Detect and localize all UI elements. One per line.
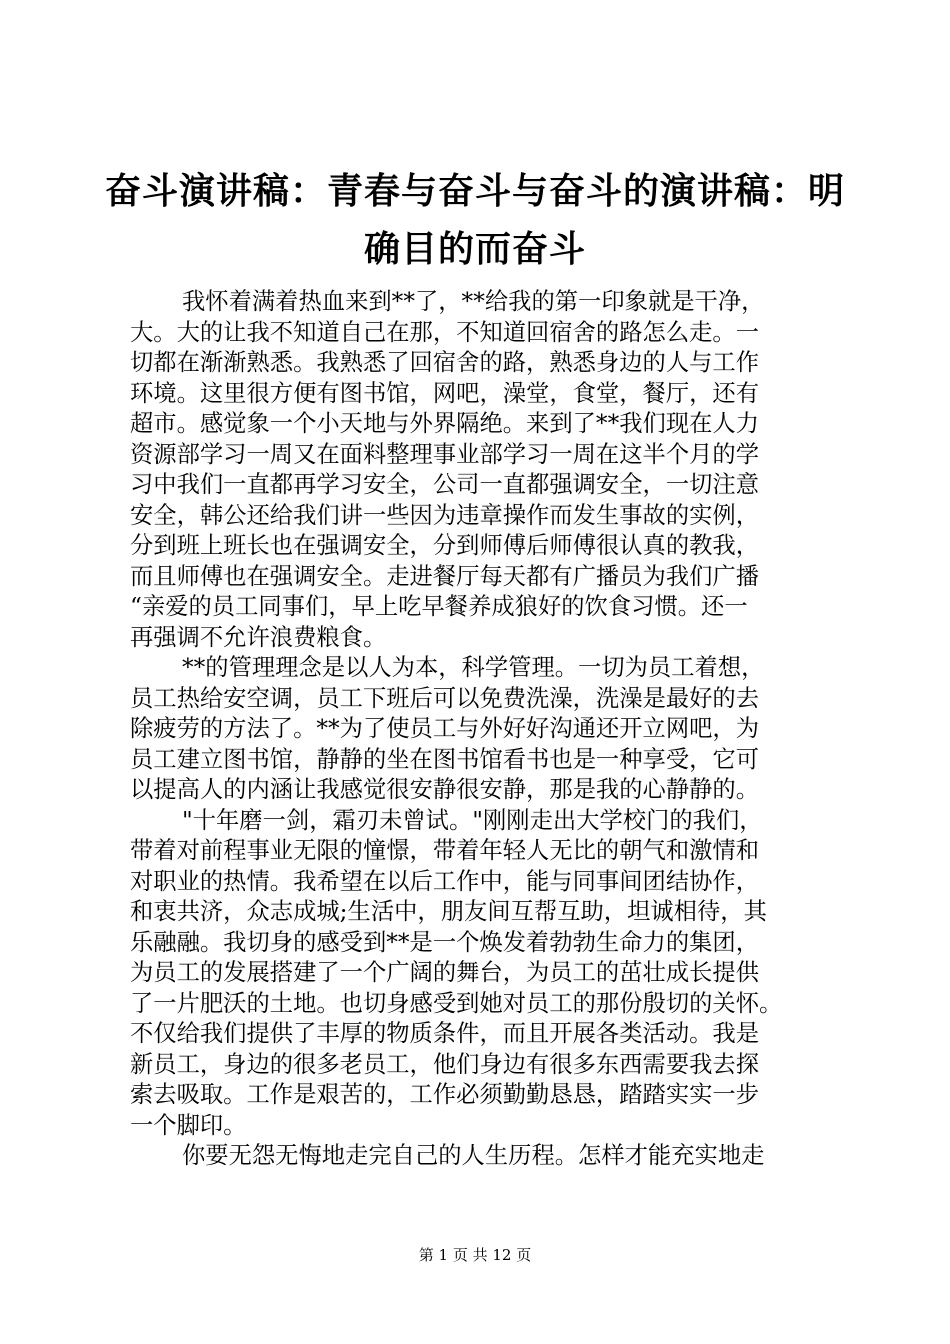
body-text-line: 不仅给我们提供了丰厚的物质条件，而且开展各类活动。我是 <box>130 1020 760 1047</box>
body-text-line: 环境。这里很方便有图书馆，网吧，澡堂，食堂，餐厅，还有 <box>130 379 760 407</box>
body-text-line: 了一片肥沃的土地。也切身感受到她对员工的那份殷切的关怀。 <box>130 989 783 1017</box>
document-body <box>130 287 830 1172</box>
body-text-line: 对职业的热情。我希望在以后工作中，能与同事间团结协作， <box>130 867 760 895</box>
body-text-line: 你要无怨无悔地走完自己的人生历程。怎样才能充实地走 <box>182 1142 765 1169</box>
body-text-line: 员工建立图书馆，静静的坐在图书馆看书也是一种享受，它可 <box>130 745 760 773</box>
body-text-line: "十年磨一剑，霜刃未曾试。"刚刚走出大学校门的我们， <box>182 806 763 834</box>
body-text-line: 一个脚印。 <box>130 1111 247 1139</box>
body-text-line: 我怀着满着热血来到**了，**给我的第一印象就是干净， <box>182 288 765 315</box>
body-text-line: 为员工的发展搭建了一个广阔的舞台，为员工的茁壮成长提供 <box>130 959 760 986</box>
title-line: 奋斗演讲稿：青春与奋斗与奋斗的演讲稿：明 <box>104 170 845 212</box>
body-text-line: 大。大的让我不知道自己在那，不知道回宿舍的路怎么走。一 <box>130 318 760 346</box>
body-text-line: 索去吸取。工作是艰苦的，工作必须勤勤恳恳，踏踏实实一步 <box>130 1081 760 1108</box>
body-text-line: 安全，韩公还给我们讲一些因为违章操作而发生事故的实例， <box>130 501 760 529</box>
body-text-line: 习中我们一直都再学习安全，公司一直都强调安全，一切注意 <box>130 471 760 498</box>
title-line: 确目的而奋斗 <box>363 228 586 270</box>
body-text-line: **的管理理念是以人为本，科学管理。一切为员工着想， <box>182 654 765 681</box>
body-text-line: 超市。感觉象一个小天地与外界隔绝。来到了**我们现在人力 <box>130 410 760 437</box>
body-text-line: 新员工，身边的很多老员工，他们身边有很多东西需要我去探 <box>130 1050 760 1078</box>
page-number-footer: 第 1 页 共 12 页 <box>418 1246 532 1264</box>
body-text-line: 资源部学习一周又在面料整理事业部学习一周在这半个月的学 <box>130 440 760 468</box>
body-text-line: 带着对前程事业无限的憧憬，带着年轻人无比的朝气和激情和 <box>130 837 760 864</box>
body-text-line: 乐融融。我切身的感受到**是一个焕发着勃勃生命力的集团， <box>130 928 760 956</box>
body-text-line: 和衷共济，众志成城;生活中，朋友间互帮互助，坦诚相待，其 <box>130 898 767 925</box>
body-text-line: 分到班上班长也在强调安全，分到师傅后师傅很认真的教我， <box>130 532 760 559</box>
body-text-line: 而且师傅也在强调安全。走进餐厅每天都有广播员为我们广播 <box>130 562 760 590</box>
body-text-line: 切都在渐渐熟悉。我熟悉了回宿舍的路，熟悉身边的人与工作 <box>130 349 760 376</box>
body-text-line: 以提高人的内涵让我感觉很安静很安静，那是我的心静静的。 <box>130 776 760 803</box>
document-title <box>100 162 850 278</box>
body-text-line: “亲爱的员工同事们，早上吃早餐养成狼好的饮食习惯。还一 <box>130 593 748 620</box>
body-text-line: 再强调不允许浪费粮食。 <box>130 623 387 651</box>
body-text-line: 员工热给安空调，员工下班后可以免费洗澡，洗澡是最好的去 <box>130 684 760 712</box>
body-text-line: 除疲劳的方法了。**为了使员工与外好好沟通还开立网吧，为 <box>130 715 760 742</box>
